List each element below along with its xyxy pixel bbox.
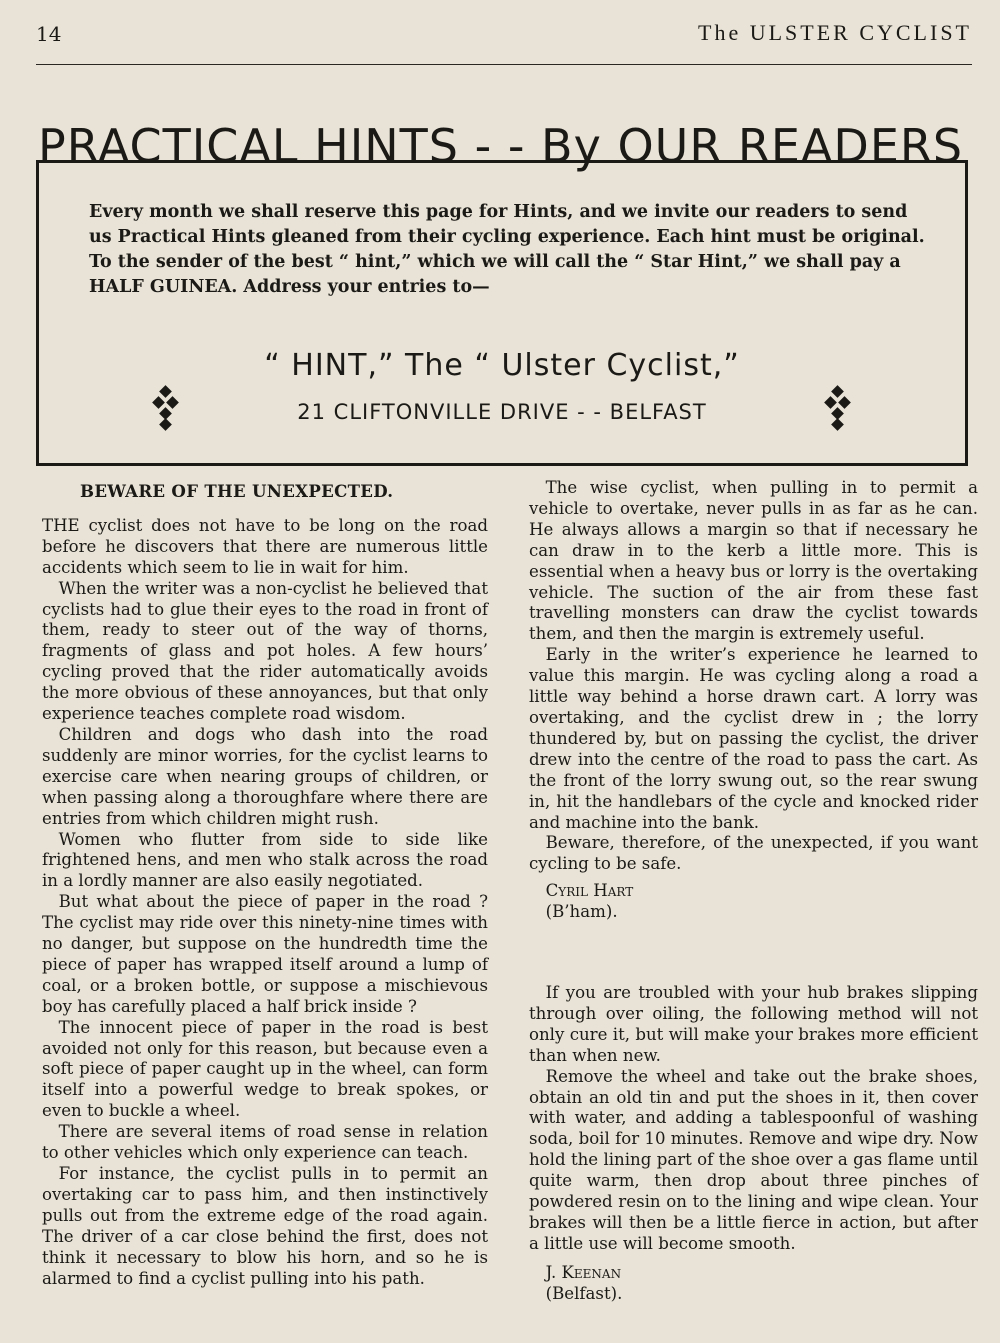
address-street: 21 CLIFTONVILLE DRIVE - - BELFAST bbox=[297, 400, 707, 424]
article-paragraph: Early in the writer’s experience he learned to value this margin. He was cycling along a road a little way behind a horse drawn cart. A lorry was overtaking, and the cyclist drew in ; the lorry thundered by, but on passing the cyclist, the driver drew into the centre of the road to pass the cart. As the front of the lorry swung out, so the rear swung in, hit the handlebars of the cycle and knocked rider and machine into the bank. bbox=[529, 645, 978, 832]
column-left bbox=[42, 478, 488, 1289]
article-paragraph: Women who flutter from side to side like frightened hens, and men who stalk across the road in a lordly manner are also easily negotiated. bbox=[42, 829, 488, 891]
article-paragraph: When the writer was a non-cyclist he believed that cyclists had to glue their eyes to the road in front of them, ready to steer out of the way of thorns, fragments of glass and pot holes. A few hours’ cycling proved that the rider automatically avoids the more obvious of these annoyances, but that only experience teaches complete road wisdom. bbox=[42, 578, 488, 724]
author-name bbox=[529, 881, 978, 902]
signature-block bbox=[529, 881, 978, 923]
section-spacer bbox=[529, 923, 978, 983]
author-name bbox=[529, 1263, 978, 1284]
header-rule bbox=[36, 64, 972, 65]
diamond-ornament-icon bbox=[821, 385, 855, 431]
article-heading: BEWARE OF THE UNEXPECTED. bbox=[80, 481, 394, 501]
article-paragraph: If you are troubled with your hub brakes slipping through over oiling, the following method will not only cure it, but will make your brakes more efficient than when new. bbox=[529, 983, 978, 1065]
page-number: 14 bbox=[36, 22, 62, 46]
article-paragraph: Remove the wheel and take out the brake shoes, obtain an old tin and put the shoes in it, then cover with water, and adding a tablespoonful of washing soda, boil for 10 minutes. Remove and wipe dry. Now hold the lining part of the shoe over a gas flame until quite warm, then drop about three pinches of powdered resin on to the lining and wipe clean. Your brakes will then be a little fierce in action, but after a little use will become smooth. bbox=[529, 1066, 978, 1253]
running-head: The ULSTER CYCLIST bbox=[698, 20, 972, 45]
article-paragraph: THE cyclist does not have to be long on the road before he discovers that there are numerous little accidents which seem to lie in wait for him. bbox=[42, 515, 488, 577]
page-title: PRACTICAL HINTS - - By OUR READERS bbox=[38, 118, 964, 173]
signature-block bbox=[529, 1263, 978, 1305]
author-name-text: J. Keenan bbox=[545, 1262, 622, 1282]
article-paragraph: Children and dogs who dash into the road suddenly are minor worries, for the cyclist learns to exercise care when nearing groups of children, or when passing along a thoroughfare where there are entries from which children might rush. bbox=[42, 724, 488, 828]
author-name-text: Cyril Hart bbox=[545, 881, 634, 901]
author-location: (Belfast). bbox=[545, 1283, 623, 1303]
address-name: “ HINT,” The “ Ulster Cyclist,” bbox=[264, 348, 740, 383]
author-location: (B’ham). bbox=[545, 902, 618, 922]
article-paragraph: There are several items of road sense in relation to other vehicles which only experience can teach. bbox=[42, 1122, 488, 1163]
column-right bbox=[529, 478, 978, 1305]
article-paragraph: For instance, the cyclist pulls in to permit an overtaking car to pass him, and then instinctively pulls out from the extreme edge of the road again. The driver of a car close behind the first, does not think it necessary to blow his horn, and so he is alarmed to find a cyclist pulling into his path. bbox=[42, 1164, 488, 1288]
article-paragraph: The wise cyclist, when pulling in to permit a vehicle to overtake, never pulls in as far as he can. He always allows a margin so that if necessary he can draw in to the kerb a little more. This is essential when a heavy bus or lorry is the overtaking vehicle. The suction of the air from these fast travelling monsters can draw the cyclist towards them, and then the margin is extremely useful. bbox=[529, 478, 978, 644]
notice-text: Every month we shall reserve this page for Hints, and we invite our readers to send us Practical Hints gleaned from their cycling experience. Each hint must be original. To the sender of the best “ hint,” which we will call the “ Star Hint,” we shall pay a HALF GUINEA. Address your entries to— bbox=[89, 202, 925, 297]
article-paragraph: The innocent piece of paper in the road is best avoided not only for this reason, but because even a soft piece of paper caught up in the wheel, can form itself into a powerful wedge to break spokes, or even to buckle a wheel. bbox=[42, 1017, 488, 1121]
article-paragraph: Beware, therefore, of the unexpected, if you want cycling to be safe. bbox=[529, 833, 978, 874]
article-paragraph: But what about the piece of paper in the road ? The cyclist may ride over this ninety-nine times with no danger, but suppose on the hundredth time the piece of paper has wrapped itself around a lump of coal, or a broken bottle, or suppose a mischievous boy has carefully placed a half brick inside ? bbox=[42, 892, 488, 1016]
notice-box bbox=[36, 160, 968, 466]
